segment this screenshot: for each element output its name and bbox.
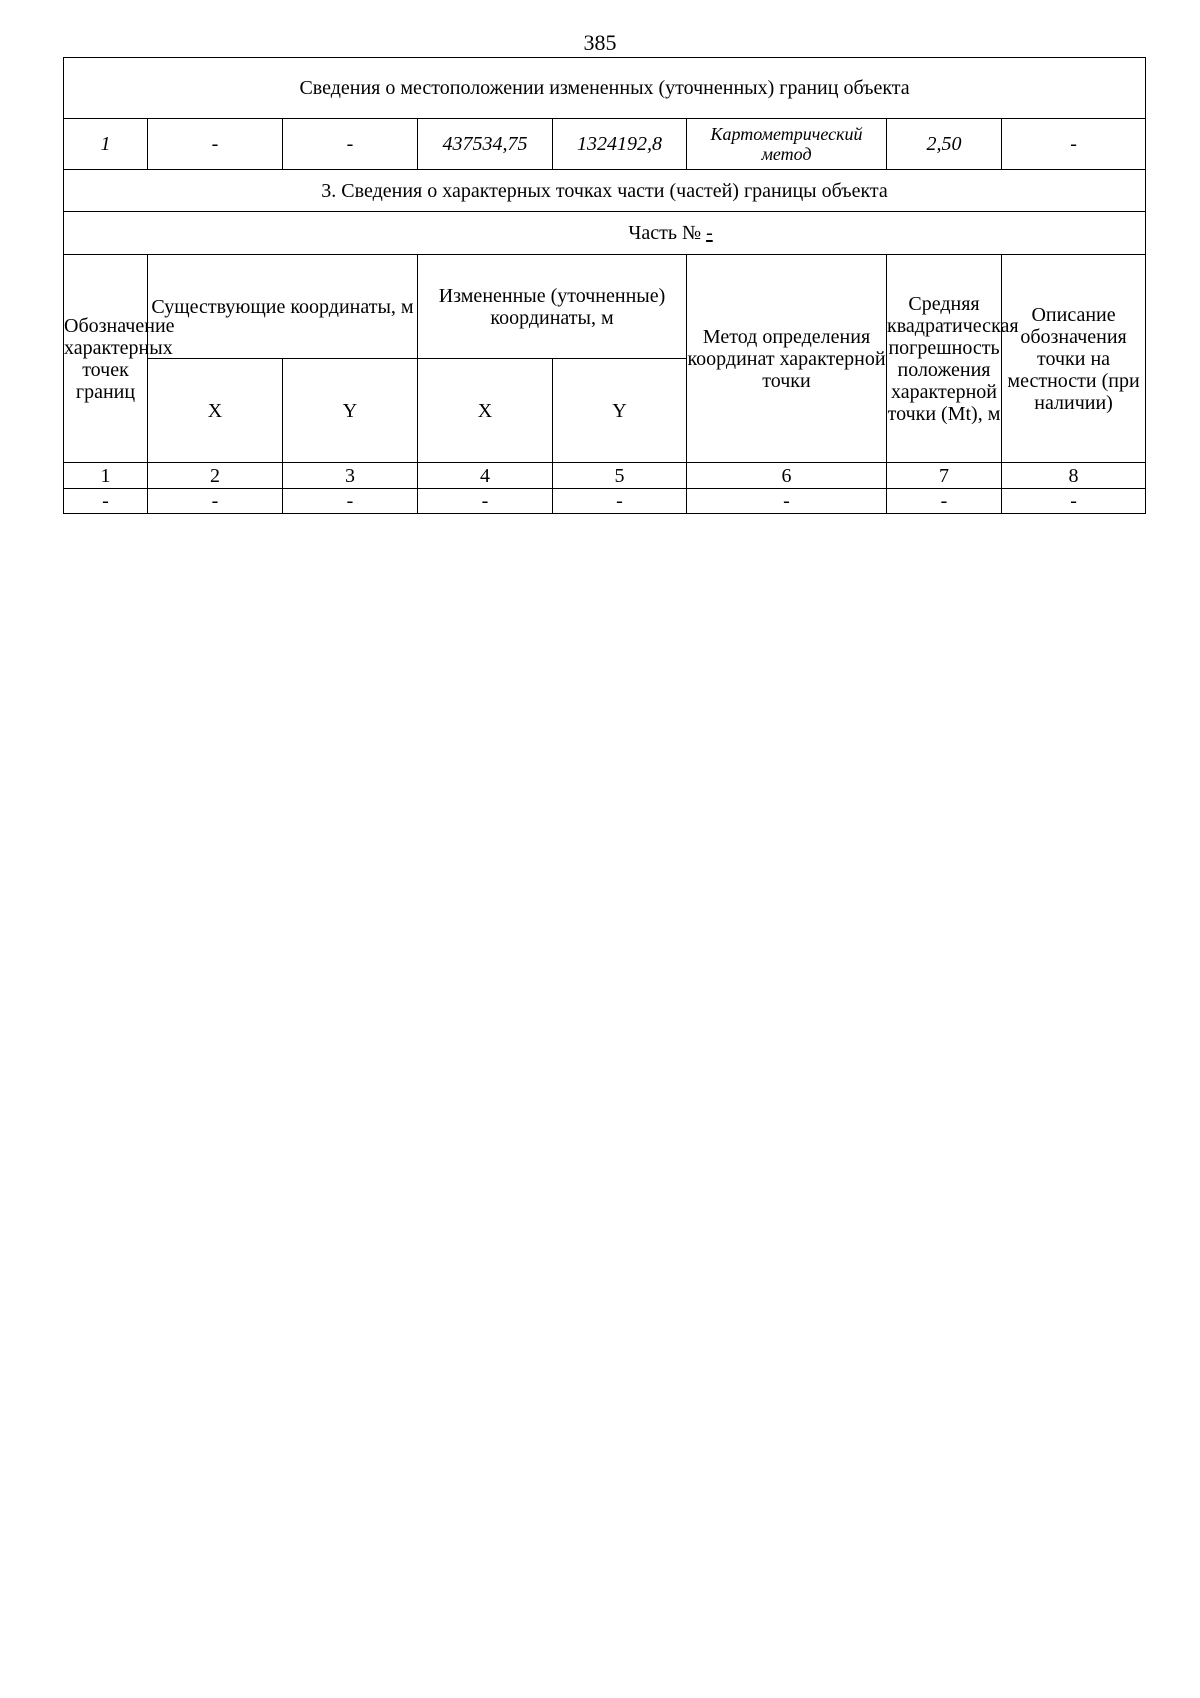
table-cell: - [887,489,1002,514]
table-cell: 437534,75 [418,119,553,170]
column-number: 8 [1002,463,1146,489]
table-cell: - [1002,119,1146,170]
table-title-row [64,58,1146,119]
table-row [64,489,1146,514]
header-existing-coords: Существующие координаты, м [148,255,418,359]
table-row [64,119,1146,170]
header-method: Метод определения координат характерной точки [687,255,887,463]
table-cell: 2,50 [887,119,1002,170]
column-numbers-row [64,463,1146,489]
page-number: 385 [583,30,617,55]
column-number: 6 [687,463,887,489]
table-cell: - [283,489,418,514]
header-changed-x: X [418,359,553,463]
boundary-points-table [63,57,1146,514]
header-description: Описание обозначения точки на местности (при наличии) [1002,255,1146,463]
column-number: 1 [64,463,148,489]
table-cell: 1 [64,119,148,170]
header-point-designation: Обозначение характерных точек границ [64,255,148,463]
part-row [64,212,1146,255]
column-number: 2 [148,463,283,489]
section-heading-row [64,170,1146,212]
table-cell: - [553,489,687,514]
table-cell: - [148,489,283,514]
table-cell: - [687,489,887,514]
table-cell: - [148,119,283,170]
section-heading: 3. Сведения о характерных точках части (частей) границы объекта [64,170,1146,212]
part-label: Часть № [628,222,702,244]
table-cell: - [283,119,418,170]
header-existing-y: Y [283,359,418,463]
table-cell: Картометрический метод [687,119,887,170]
header-mean-error: Средняя квадратическая погрешность положения характерной точки (Mt), м [887,255,1002,463]
part-value: - [706,222,713,244]
column-number: 3 [283,463,418,489]
table-cell: - [64,489,148,514]
table-cell: - [418,489,553,514]
column-number: 4 [418,463,553,489]
column-number: 7 [887,463,1002,489]
header-row [64,255,1146,359]
table-title: Сведения о местоположении измененных (уточненных) границ объекта [64,58,1146,119]
header-changed-coords: Измененные (уточненные) координаты, м [418,255,687,359]
header-existing-x: X [148,359,283,463]
header-changed-y: Y [553,359,687,463]
table-cell: 1324192,8 [553,119,687,170]
column-number: 5 [553,463,687,489]
table-cell: - [1002,489,1146,514]
part-cell [64,212,1146,255]
